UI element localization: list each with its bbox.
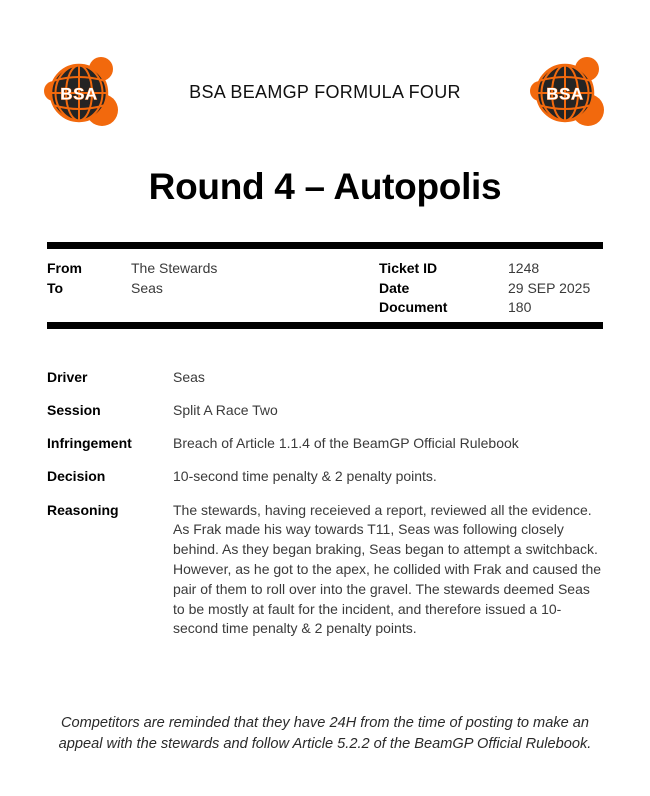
- meta-table: [47, 242, 603, 329]
- detail-label: Decision: [47, 468, 106, 485]
- detail-label: Infringement: [47, 435, 132, 452]
- detail-value: 10-second time penalty & 2 penalty points.: [173, 468, 437, 485]
- appeal-notice: Competitors are reminded that they have 24H from the time of posting to make an appeal with the stewards and follow Article 5.2.2 of the BeamGP Official Rulebook.: [58, 715, 592, 752]
- detail-row-driver: [47, 368, 603, 388]
- meta-column-right: [379, 259, 603, 318]
- detail-label: Reasoning: [47, 501, 119, 518]
- document-header: [0, 0, 650, 128]
- meta-value: 1248: [508, 260, 540, 276]
- round-title: Round 4 – Autopolis: [148, 166, 502, 207]
- detail-row-decision: [47, 467, 603, 487]
- detail-value: Seas: [173, 368, 205, 385]
- decision-details: [47, 368, 603, 640]
- meta-row-to: [47, 279, 379, 299]
- bsa-globe-logo-right: [530, 56, 606, 128]
- meta-value: Seas: [131, 279, 163, 296]
- meta-label: To: [47, 279, 64, 296]
- detail-label: Session: [47, 401, 101, 418]
- bsa-globe-logo-left: [44, 56, 120, 128]
- meta-column-left: [47, 259, 379, 318]
- meta-label: Document: [379, 299, 448, 315]
- detail-row-infringement: [47, 434, 603, 454]
- meta-value: 180: [508, 299, 532, 315]
- meta-label: From: [47, 260, 82, 276]
- meta-label: Ticket ID: [379, 260, 438, 276]
- meta-value: 29 SEP 2025: [508, 279, 591, 296]
- detail-value: The stewards, having receieved a report, reviewed all the evidence. As Frak made his way towards T11, Seas was following closely behind. As they began braking, Seas began to attempt a switchback. However, as he got to the apex, he collided with Frak and caused the pair of them to roll over into the gravel. The stewards deemed Seas to be mostly at fault for the incident, and therefore issued a 10-second time penalty & 2 penalty points.: [173, 501, 602, 637]
- detail-label: Driver: [47, 368, 88, 385]
- logo-bsa-text: BSA: [60, 84, 98, 104]
- meta-row-date: [379, 279, 603, 299]
- meta-value: The Stewards: [131, 260, 218, 276]
- meta-row-ticket-id: [379, 259, 603, 279]
- meta-row-from: [47, 259, 379, 279]
- detail-value: Breach of Article 1.1.4 of the BeamGP Official Rulebook: [173, 435, 519, 452]
- meta-row-document: [379, 298, 603, 318]
- detail-row-session: [47, 401, 603, 421]
- meta-label: Date: [379, 279, 410, 296]
- logo-bsa-text: BSA: [546, 84, 584, 104]
- series-title: BSA BEAMGP FORMULA FOUR: [189, 81, 461, 102]
- detail-value: Split A Race Two: [173, 401, 278, 418]
- detail-row-reasoning: [47, 501, 603, 640]
